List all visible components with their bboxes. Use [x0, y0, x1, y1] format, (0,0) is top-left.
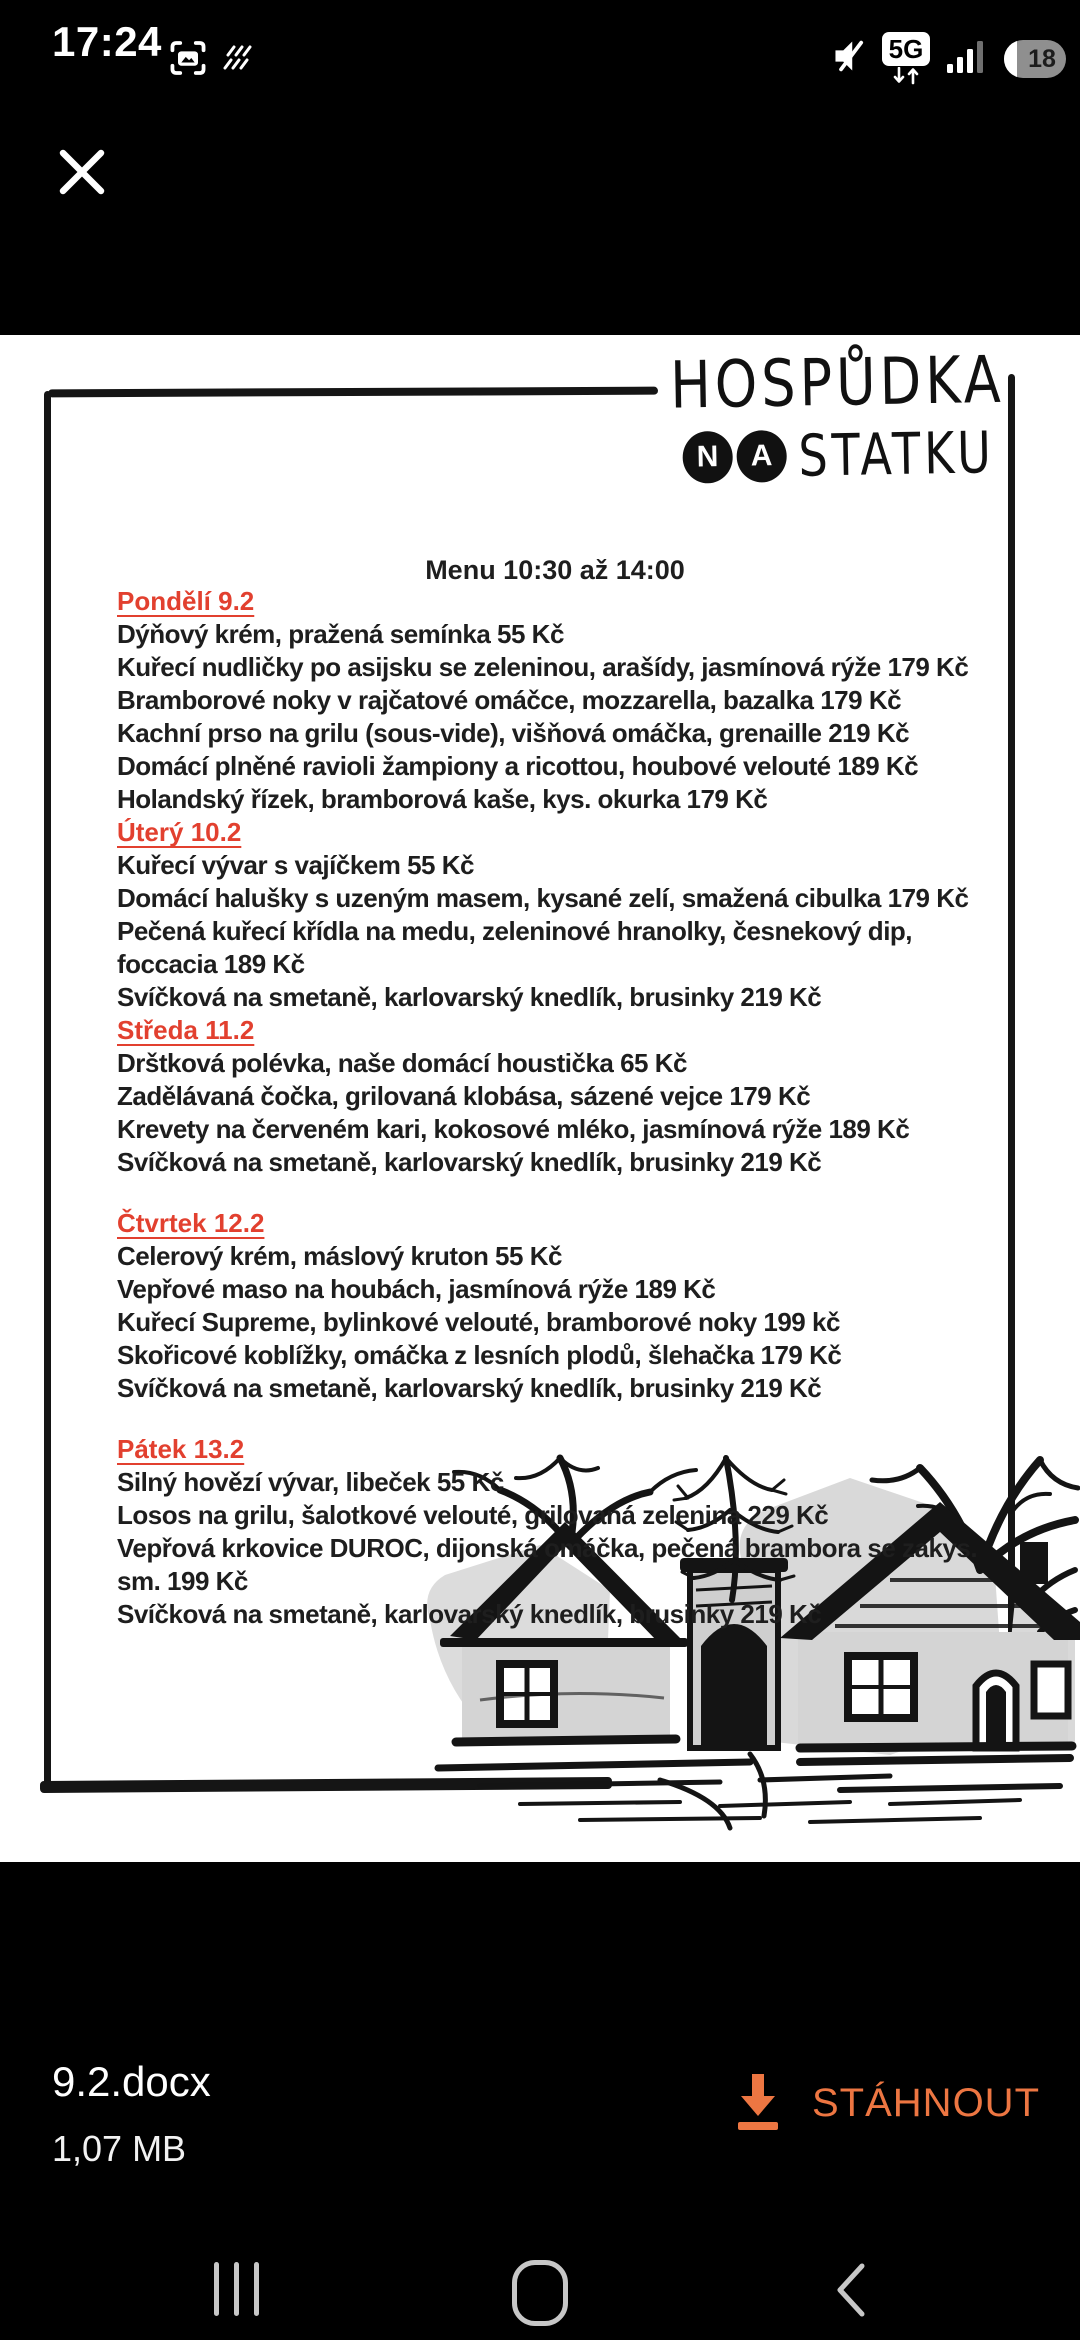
menu-item: Zadělávaná čočka, grilovaná klobása, sázené vejce 179 Kč: [117, 1081, 811, 1111]
menu-day-section: [117, 1207, 1007, 1405]
menu-day-section: [117, 585, 1007, 816]
menu-day-section: [117, 816, 1007, 1014]
mute-icon: [831, 37, 869, 80]
menu-item: Kuřecí Supreme, bylinkové velouté, bramborové noky 199 kč: [117, 1307, 840, 1337]
slashes-status-icon: [222, 41, 258, 80]
network-5g-icon: 5G: [882, 32, 930, 85]
day-heading: Úterý 10.2: [117, 817, 242, 847]
close-icon: [56, 146, 108, 203]
menu-item: Silný hovězí vývar, libeček 55 Kč: [117, 1467, 504, 1497]
menu-item: Bramborové noky v rajčatové omáčce, mozzarella, bazalka 179 Kč: [117, 685, 902, 715]
menu-days: [117, 585, 1007, 1631]
document-preview[interactable]: [0, 335, 1080, 1862]
battery-charge-level: [1004, 40, 1017, 78]
back-button[interactable]: [828, 2260, 872, 2325]
menu-item: Skořicové koblížky, omáčka z lesních plodů, šlehačka 179 Kč: [117, 1340, 842, 1370]
menu-item: Svíčková na smetaně, karlovarský knedlík, brusinky 219 Kč: [117, 1599, 822, 1629]
menu-title: Menu 10:30 až 14:00: [425, 555, 685, 585]
restaurant-logo: [667, 341, 1009, 490]
logo-line2: STATKU: [797, 418, 996, 490]
download-label: STÁHNOUT: [812, 2080, 1040, 2125]
menu-day-section: [117, 1014, 1007, 1179]
battery-percent: 18: [1028, 44, 1056, 73]
recents-button[interactable]: [214, 2262, 259, 2316]
menu-item: Svíčková na smetaně, karlovarský knedlík, brusinky 219 Kč: [117, 1147, 822, 1177]
menu-day-section: [117, 1433, 1007, 1631]
menu-item: Svíčková na smetaně, karlovarský knedlík, brusinky 219 Kč: [117, 982, 822, 1012]
menu-item: Dýňový krém, pražená semínka 55 Kč: [117, 619, 564, 649]
logo-line1: HOSPŮDKA: [669, 341, 1006, 424]
menu-item: Celerový krém, máslový kruton 55 Kč: [117, 1241, 562, 1271]
menu-item: Kuřecí vývar s vajíčkem 55 Kč: [117, 850, 474, 880]
file-name: 9.2.docx: [52, 2058, 211, 2105]
day-heading: Středa 11.2: [117, 1015, 255, 1045]
battery-indicator: [1004, 40, 1066, 78]
screenshot-notification-icon: [168, 38, 208, 83]
menu-item: Kuřecí nudličky po asijsku se zeleninou, arašídy, jasmínová rýže 179 Kč: [117, 652, 969, 682]
day-heading: Pátek 13.2: [117, 1434, 245, 1464]
menu-item: Svíčková na smetaně, karlovarský knedlík, brusinky 219 Kč: [117, 1373, 822, 1403]
menu-item: Drštková polévka, naše domácí houstička 65 Kč: [117, 1048, 687, 1078]
menu-item: Krevety na červeném kari, kokosové mléko, jasmínová rýže 189 Kč: [117, 1114, 910, 1144]
file-size: 1,07 MB: [52, 2128, 187, 2169]
menu-item: Kachní prso na grilu (sous-vide), višňová omáčka, grenaille 219 Kč: [117, 718, 910, 748]
menu-item: Vepřová krkovice DUROC, dijonská omáčka, pečená brambora se zakys. sm. 199 Kč: [117, 1533, 978, 1596]
menu-item: Losos na grilu, šalotkové velouté, grilovaná zelenina 229 Kč: [117, 1500, 829, 1530]
frame-left-line: [44, 391, 51, 1787]
day-heading: Čtvrtek 12.2: [117, 1208, 265, 1238]
logo-badge-n: N: [682, 431, 733, 484]
logo-badge-a: A: [736, 430, 787, 483]
signal-strength-icon: [943, 36, 991, 81]
day-heading: Pondělí 9.2: [117, 586, 255, 616]
status-bar: [0, 0, 1080, 80]
download-button[interactable]: [730, 2058, 1060, 2148]
home-button[interactable]: [512, 2260, 568, 2326]
recents-icon: [214, 2262, 219, 2316]
menu-item: Domácí halušky s uzeným masem, kysané zelí, smažená cibulka 179 Kč: [117, 883, 969, 913]
menu-item: Domácí plněné ravioli žampiony a ricottou, houbové velouté 189 Kč: [117, 751, 919, 781]
menu-item: Holandský řízek, bramborová kaše, kys. okurka 179 Kč: [117, 784, 768, 814]
menu-item: Vepřové maso na houbách, jasmínová rýže 189 Kč: [117, 1274, 716, 1304]
close-button[interactable]: [48, 140, 116, 208]
status-time: 17:24: [52, 18, 162, 65]
frame-top-line: [48, 387, 658, 398]
download-icon: [730, 2068, 786, 2139]
navigation-bar: [0, 2240, 1080, 2340]
menu-item: Pečená kuřecí křídla na medu, zeleninové hranolky, česnekový dip, foccacia 189 Kč: [117, 916, 913, 979]
